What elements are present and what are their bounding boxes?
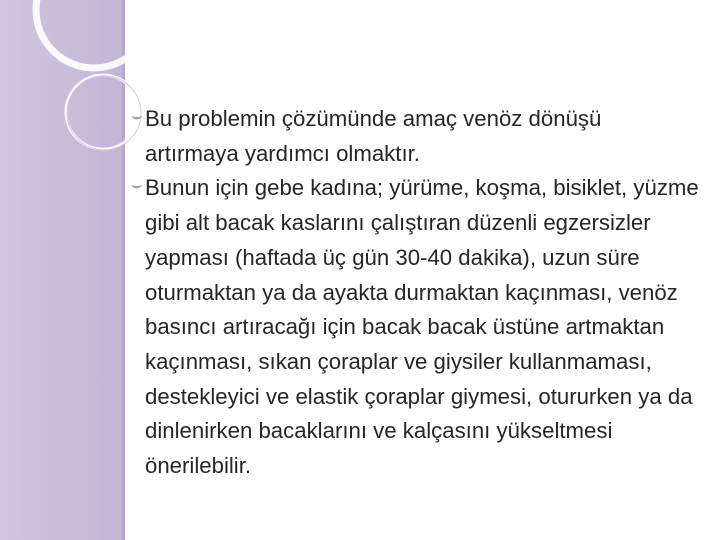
bullet-text: Bunun için gebe kadına; yürüme, koşma, bisiklet, yüzme gibi alt bacak kaslarını çalıştıran düzenli egzersizler yapması (haftada üç gün 30-40 dakika), uzun süre oturmaktan ya da ayakta durmaktan kaçınması, venöz basıncı artıracağı için bacak bacak üstüne artmaktan kaçınması, sıkan çoraplar ve giysiler kullanmaması, destekleyici ve elastik çoraplar giymesi, otururken ya da dinlenirken bacaklarını ve kalçasını yükseltmesi önerilebilir. [145, 175, 699, 479]
bullet-item [128, 102, 700, 171]
bullet-marker-icon [128, 171, 144, 206]
large-decorative-circle [36, 0, 152, 68]
bullet-item [128, 171, 700, 483]
bullet-text: Bu problemin çözümünde amaç venöz dönüşü artırmaya yardımcı olmaktır. [145, 106, 602, 166]
slide-body [128, 102, 700, 540]
bullet-marker-icon [128, 102, 144, 137]
bullet-list [128, 102, 700, 484]
